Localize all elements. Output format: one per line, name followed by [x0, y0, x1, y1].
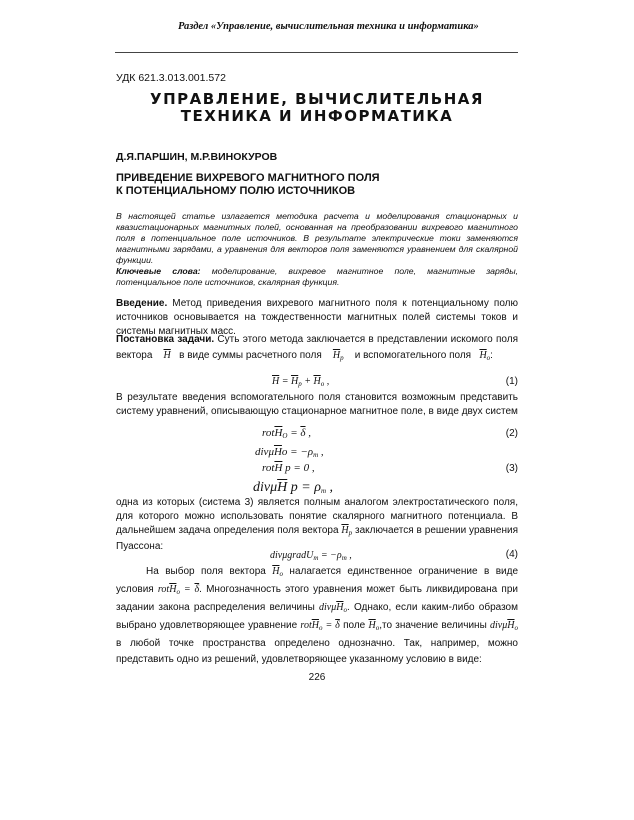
formula-divHo: $div\mu\overline{H}_o$ — [319, 602, 347, 614]
equation-3b: $div\mu\overline{H}$ $p = \rho_m$ , — [253, 480, 333, 495]
equation-2b: $div\mu\overline{H}o = -\rho_m$ , — [255, 446, 324, 459]
section-title — [116, 91, 518, 125]
formula-Ho: $\overline{H}_o$ — [479, 350, 491, 362]
problem-text-4: : — [490, 350, 493, 361]
article-title-line1: ПРИВЕДЕНИЕ ВИХРЕВОГО МАГНИТНОГО ПОЛЯ — [116, 172, 380, 184]
equation-3a: $rot\overline{H}$ p = 0 , — [262, 462, 315, 474]
article-title — [116, 172, 516, 198]
problem-text-2: в виде суммы расчетного поля — [176, 350, 325, 361]
abstract-text: В настоящей статье излагается методика расчета и моделирования стационарных и квазистационарных магнитных полей, основанная на преобразовании вихревого магнитного поля в потенциальное поле источников. В результате электрические токи заменяются магнитными зарядами, а уравнения для векторов поля заменяются уравнением для скалярной функции. — [116, 211, 518, 265]
section-title-line1: УПРАВЛЕНИЕ, ВЫЧИСЛИТЕЛЬНАЯ — [150, 90, 484, 108]
choice-text-5: поле — [339, 620, 369, 631]
paragraph-analogy — [116, 496, 518, 554]
choice-text-1: На выбор поля вектора — [146, 566, 273, 577]
choice-text-4: . Однако, если каким-либо образом выбрано удовлетворяющее уравнение — [116, 602, 518, 631]
formula-divHo-2: $div\mu\overline{H}_o$ — [490, 620, 519, 632]
formula-Ho-3: $\overline{H}_o$ — [368, 620, 380, 632]
equation-4: divμgradU$_m$ = $-\rho_m$ , — [270, 550, 352, 562]
formula-Ho-2: $\overline{H}_o$ — [272, 566, 283, 578]
paragraph-systems: В результате введения вспомогательного поля становится возможным представить систему уравнений, описывающую стационарное магнитное поле, в виде двух систем — [116, 392, 518, 417]
abstract — [116, 211, 518, 288]
choice-text-2: налагается единственное ограничение в виде условия — [116, 566, 519, 595]
problem-text-3: и вспомогательного поля — [351, 350, 474, 361]
formula-rotHo-2: $rot\overline{H}_o = \overline{\delta}$ — [300, 620, 340, 632]
equation-1: $\overline{H} = \overline{H}_p + \overline{H}_o$ , — [272, 376, 330, 388]
udk-code: УДК 621.3.013.001.572 — [116, 72, 226, 84]
formula-H: $\overline{H}$ — [163, 350, 171, 361]
running-header: Раздел «Управление, вычислительная техника и информатика» — [178, 21, 479, 32]
page-number: 226 — [308, 672, 326, 683]
article-title-line2: К ПОТЕНЦИАЛЬНОМУ ПОЛЮ ИСТОЧНИКОВ — [116, 185, 356, 197]
paragraph-choice — [116, 564, 518, 668]
equation-2a: $rot\overline{H}_O = \overline{\delta}$ , — [262, 427, 312, 440]
problem-label: Постановка задачи. — [116, 334, 215, 345]
eq-number-1: (1) — [505, 376, 518, 387]
keywords-label: Ключевые слова: — [116, 266, 201, 276]
choice-text-6: ,то значение величины — [379, 620, 491, 631]
problem-paragraph — [116, 332, 518, 366]
header-rule — [115, 52, 518, 53]
choice-text-7: в любой точке пространства определено однозначно. Так, например, можно представить одно из решений, удовлетворяющее указанному условию в виде: — [116, 638, 518, 665]
section-title-line2: ТЕХНИКА И ИНФОРМАТИКА — [180, 107, 454, 125]
eq-number-3: (3) — [505, 463, 518, 474]
keywords — [116, 266, 518, 288]
intro-label: Введение. — [116, 298, 168, 309]
formula-rotHo: $rot\overline{H}_o = \overline{\delta}$ — [157, 584, 200, 596]
keywords-text: моделирование, вихревое магнитное поле, магнитные заряды, потенциальное поле источников, скалярная функция. — [116, 266, 518, 287]
analogy-text-2: заключается в решении уравнения Пуассона: — [116, 525, 518, 552]
formula-Hp: $\overline{H}_p$ — [332, 350, 344, 362]
choice-text-3: . Многозначность этого уравнения может быть ликвидирована при задании закона распределения величины — [116, 584, 518, 613]
problem-text-1: Суть этого метода заключается в представлении искомого поля вектора — [116, 334, 518, 361]
eq-number-4: (4) — [505, 549, 518, 560]
analogy-text-1: одна из которых (система 3) является полным аналогом электростатического поля, для которого можно использовать понятие скалярного магнитного потенциала. В дальнейшем задача определения поля вектора — [116, 497, 518, 536]
authors: Д.Я.ПАРШИН, М.Р.ВИНОКУРОВ — [116, 151, 278, 163]
eq-number-2: (2) — [505, 428, 518, 439]
formula-Hp-2: $\overline{H}_p$ — [341, 525, 353, 537]
intro-text: Метод приведения вихревого магнитного поля к потенциальному полю источников основывается на тождественности магнитных полей системы токов и системы магнитных масс. — [116, 298, 518, 337]
